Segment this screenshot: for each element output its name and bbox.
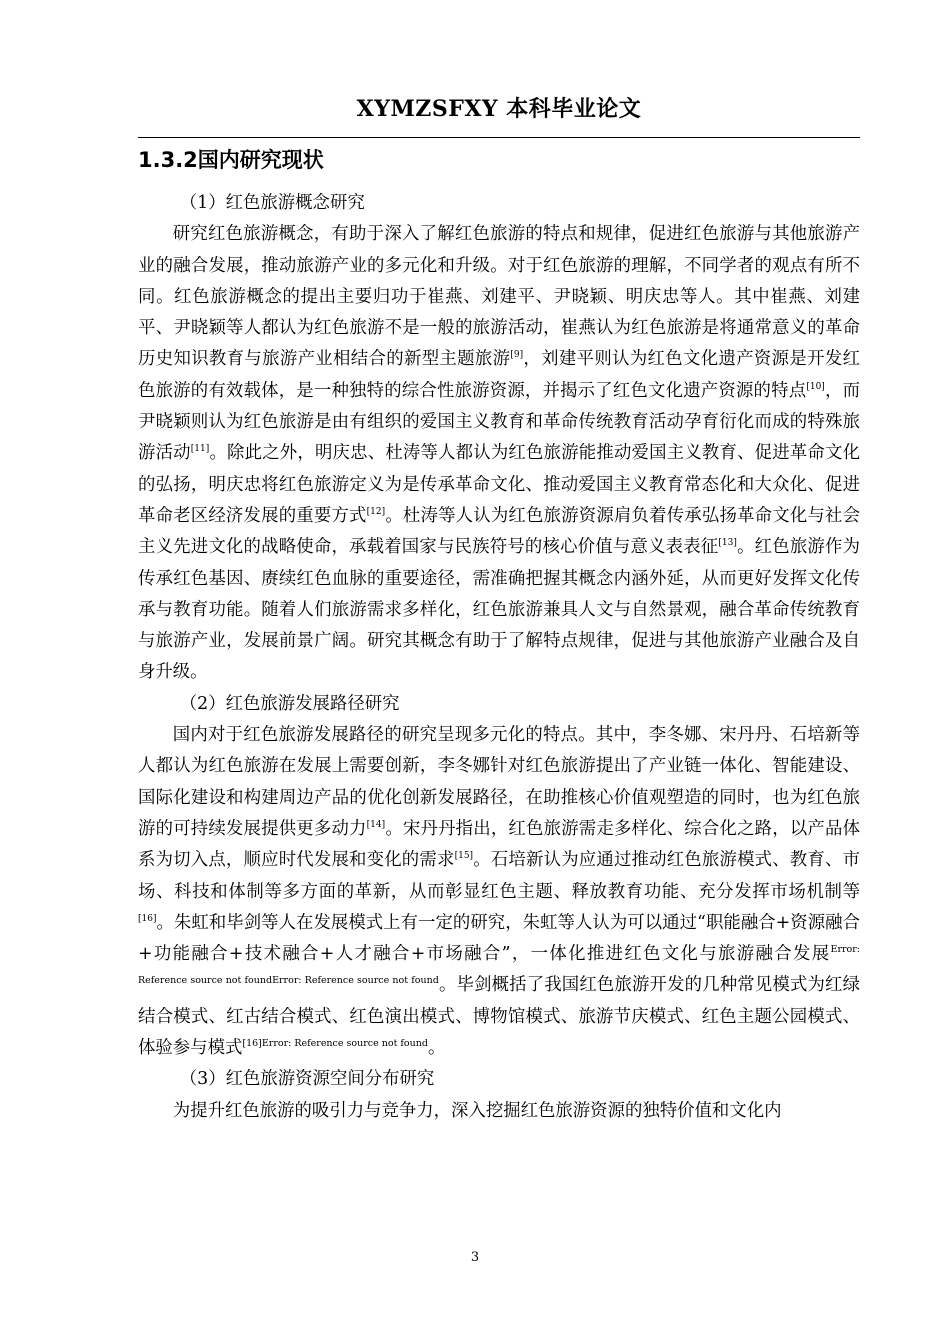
subsection-heading: （1）红色旅游概念研究: [179, 193, 365, 213]
citation-ref: [15]: [454, 851, 474, 862]
paragraph-text: 。红色旅游作为传承红色基因、赓续红色血脉的重要途径，需准确把握其概念内涵外延，从而更好发挥文化传承与教育功能。随着人们旅游需求多样化，红色旅游兼具人文与自然景观，融合革命传统教育与旅游产业，发展前景广阔。研究其概念有助于了解特点规律，促进与其他旅游产业融合及自身升级。: [138, 537, 860, 683]
paragraph-text: 国内对于红色旅游发展路径的研究呈现多元化的特点。其中，李冬娜、宋丹丹、石培新等人都认为红色旅游在发展上需要创新，李冬娜针对红色旅游提出了产业链一体化、智能建设、国际化建设和构建周边产品的优化创新发展路径，在助推核心价值观塑造的同时，也为红色旅游的可持续发展提供更多动力: [138, 725, 860, 839]
paragraph-text: ，而尹晓颖则认为红色旅游是由有组织的爱国主义教育和革命传统教育活动孕育衍化而成的特殊旅游活动: [138, 380, 860, 464]
citation-ref: [13]: [718, 538, 737, 549]
citation-ref: [12]: [366, 507, 386, 518]
subsection-heading: （2）红色旅游发展路径研究: [179, 693, 400, 714]
paragraph-text: 。除此之外，明庆忠、杜涛等人都认为红色旅游能推动爱国主义教育、促进革命文化的弘扬，明庆忠将红色旅游定义为是传承革命文化、推动爱国主义教育常态化和大众化、促进革命老区经济发展的重要方式: [138, 443, 860, 526]
subsection-heading: （3）红色旅游资源空间分布研究: [179, 1069, 435, 1090]
paragraph-text: 。杜涛等人认为红色旅游资源肩负着传承弘扬革命文化与社会主义先进文化的战略使命，承载着国家与民族符号的核心价值与意义表表征: [138, 505, 860, 558]
reference-error-note: Error: Reference source not foundError: Reference source not found: [138, 944, 860, 987]
section-heading: 1.3.2国内研究现状: [138, 148, 324, 172]
citation-ref: [16]: [138, 914, 157, 925]
document-body: [138, 188, 860, 1127]
page-number: 3: [470, 1250, 480, 1265]
paragraph: [138, 1096, 860, 1127]
paragraph-text: ，刘建平则认为红色文化遗产资源是开发红色旅游的有效载体，是一种独特的综合性旅游资源，并揭示了红色文化遗产资源的特点: [138, 349, 860, 401]
page-header-title: XYMZSFXY 本科毕业论文: [356, 96, 642, 122]
paragraph-text: 。宋丹丹指出，红色旅游需走多样化、综合化之路，以产品体系为切入点，顺应时代发展和变化的需求: [138, 818, 860, 871]
reference-error-note: [16]Error: Reference source not found: [242, 1038, 428, 1050]
paragraph: [138, 219, 860, 688]
paragraph-text: 研究红色旅游概念，有助于深入了解红色旅游的特点和规律，促进红色旅游与其他旅游产业的融合发展，推动旅游产业的多元化和升级。对于红色旅游的理解，不同学者的观点有所不同。红色旅游概念的提出主要归功于崔燕、刘建平、尹晓颖、明庆忠等人。其中崔燕、刘建平、尹晓颖等人都认为红色旅游不是一般的旅游活动，崔燕认为红色旅游是将通常意义的革命历史知识教育与旅游产业相结合的新型主题旅游: [138, 224, 860, 370]
citation-ref: [9]: [510, 350, 524, 361]
citation-ref: [14]: [366, 820, 386, 831]
paragraph-text: 。朱虹和毕剑等人在发展模式上有一定的研究，朱虹等人认为可以通过“职能融合+资源融合+功能融合+技术融合+人才融合+市场融合”，一体化推进红色文化与旅游融合发展: [138, 912, 860, 965]
citation-ref: [11]: [190, 444, 210, 455]
paragraph-text: 为提升红色旅游的吸引力与竞争力，深入挖掘红色旅游资源的独特价值和文化内: [172, 1100, 782, 1121]
paragraph: [138, 720, 860, 1064]
paragraph-text: 。: [427, 1038, 446, 1059]
paragraph-text: 。毕剑概括了我国红色旅游开发的几种常见模式为红绿结合模式、红古结合模式、红色演出模式、博物馆模式、旅游节庆模式、红色主题公园模式、体验参与模式: [138, 975, 860, 1059]
paragraph-text: 。石培新认为应通过推动红色旅游模式、教育、市场、科技和体制等多方面的革新，从而彰显红色主题、释放教育功能、充分发挥市场机制等: [138, 850, 860, 902]
header-rule: [138, 137, 860, 138]
citation-ref: [10]: [806, 381, 825, 392]
